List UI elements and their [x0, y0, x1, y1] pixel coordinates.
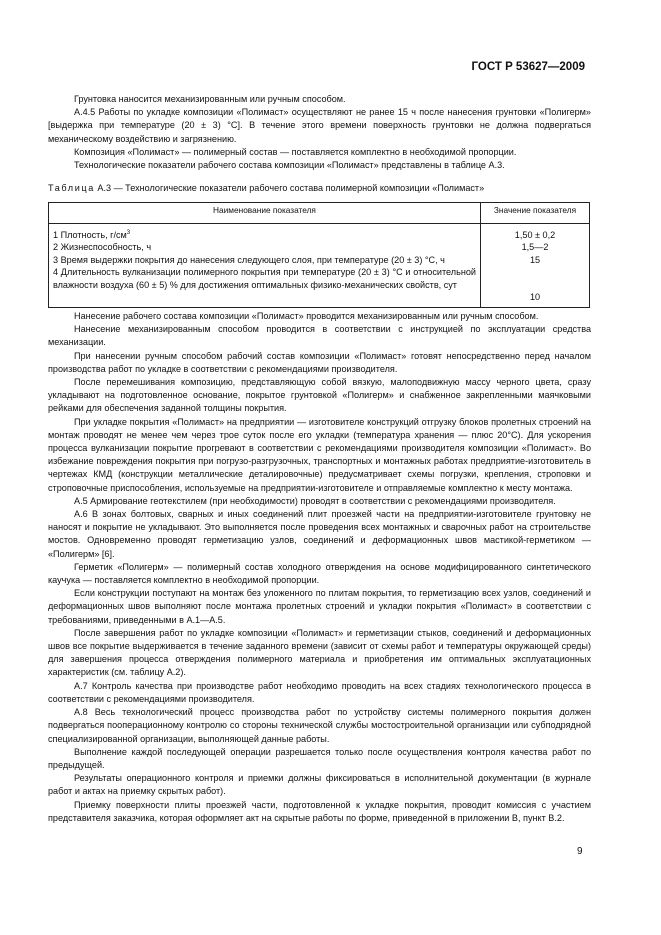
table-caption-text: А.3 — Технологические показатели рабочего состава полимерной композиции «Полимаст»: [97, 183, 485, 193]
column-header-name: Наименование показателя: [49, 203, 481, 224]
paragraph: А.6 В зонах болтовых, сварных и иных соединений плит проезжей части на предприятии-изготовителе грунтовку не наносят и покрытие не укладывают. Это выполняется после проведения всех монтажных и сварочных работ на строительстве мостов. Одновременно проводят герметизацию узлов, соединений и деформационных швов мастикой-герметиком — «Полигерм» [6].: [48, 509, 591, 559]
intro-text: [48, 93, 591, 172]
indicators-table: [48, 202, 590, 308]
paragraph: Технологические показатели рабочего состава композиции «Полимаст» представлены в таблице А.3.: [74, 160, 505, 171]
paragraph: После завершения работ по укладке композиции «Полимаст» и герметизации стыков, соединений и деформационных швов все покрытие выдерживается в течение заданного времени (зависит от схемы работ и температуры окружающей среды) для завершения процесса отверждения полимерного материала и приобретения им оптимальных эксплуатационных характеристик (см. таблицу А.2).: [48, 627, 591, 678]
paragraph: Нанесение рабочего состава композиции «Полимаст» проводится механизированным или ручным способом.: [74, 311, 539, 321]
paragraph: Приемку поверхности плиты проезжей части, подготовленной к укладке покрытия, проводит комиссия с участием представителя заказчика, которая оформляет акт на скрытые работы по форме, приведенной в приложении В, пункт В.2.: [48, 799, 591, 823]
paragraph: Герметик «Полигерм» — полимерный состав холодного отверждения на основе модифицированного синтетического каучука — поставляется комплектно в необходимой пропорции.: [48, 561, 591, 586]
paragraph: Выполнение каждой последующей операции разрешается только после осуществления контроля качества работ по предыдущей.: [48, 746, 591, 770]
indicator-name: 3 Время выдержки покрытия до нанесения следующего слоя, при температуре (20 ± 3) °С, ч: [53, 254, 445, 265]
paragraph: Если конструкции поступают на монтаж без уложенного по плитам покрытия, то герметизацию всех узлов, соединений и деформационных швов выполняют после монтажа пролетных строений и укладки покрытия «Полимаст» в соответствии с требованиями, приведенными в А.1—А.5.: [48, 588, 591, 625]
paragraph: А.8 Весь технологический процесс производства работ по устройству системы полимерного покрытия должен подвергаться пооперационному контролю со стороны технической службы мостостроительной организации или субподрядной специализированной организации, выполняющей данные работы.: [48, 707, 591, 744]
paragraph: Грунтовка наносится механизированным или ручным способом.: [74, 94, 346, 104]
body-text: [48, 310, 591, 825]
table-row: [49, 224, 590, 308]
indicator-value: 10: [529, 292, 541, 303]
indicator-values-cell: [481, 224, 590, 308]
indicator-name: 1 Плотность, $г/см^3$: [53, 229, 131, 240]
paragraph: Результаты операционного контроля и приемки должны фиксироваться в исполнительной документации (в журнале работ и актах на приемку скрытых работ).: [48, 773, 591, 797]
indicator-value: 1,50 ± 0,2: [514, 230, 556, 240]
indicator-names-cell: [49, 224, 481, 308]
paragraph: А.5 Армирование геотекстилем (при необходимости) проводят в соответствии с рекомендациями производителя.: [74, 495, 556, 506]
indicator-name: 2 Жизнеспособность, ч: [53, 242, 152, 253]
indicator-name: 4 Длительность вулканизации полимерного покрытия при температуре (20 ± 3) °С и относительной влажности воздуха (60 ± 5) % для достижения оптимальных физико-механических свойств, сут: [53, 267, 476, 290]
paragraph: А.7 Контроль качества при производстве работ необходимо проводить на всех стадиях технологического процесса в соответствии с рекомендациями производителя.: [48, 680, 591, 704]
table-caption: [48, 182, 608, 194]
paragraph: Нанесение механизированным способом проводится в соответствии с инструкцией по эксплуатации средства механизации.: [48, 324, 591, 348]
paragraph: А.4.5 Работы по укладке композиции «Полимаст» осуществляют не ранее 15 ч после нанесения грунтовки «Полигерм» [выдержка при температуре (20 ± 3) °С]. В течение этого времени поверхность грунтовки не должна подвергаться механическому воздействию и загрязнению.: [48, 107, 591, 144]
indicator-value: 15: [529, 254, 541, 265]
table-header-row: [49, 203, 590, 224]
column-header-value: Значение показателя: [481, 203, 590, 224]
indicator-value: 1,5—2: [521, 242, 549, 253]
paragraph: При нанесении ручным способом рабочий состав композиции «Полимаст» готовят непосредственно перед началом производства работ по укладке в соответствии с рекомендациями производителя.: [48, 350, 591, 374]
document-standard-number: ГОСТ Р 53627—2009: [471, 61, 585, 73]
table-caption-label: Таблица: [48, 183, 95, 193]
paragraph: Композиция «Полимаст» — полимерный состав — поставляется комплектно в необходимой пропорции.: [74, 146, 517, 157]
paragraph: После перемешивания композицию, представляющую собой вязкую, малоподвижную массу черного цвета, сразу укладывают на подготовленное основание, покрытое грунтовкой «Полигерм» и снабженное закрепленными маячковыми рейками для обеспечения заданной толщины покрытия.: [48, 377, 591, 414]
paragraph: При укладке покрытия «Полимаст» на предприятии — изготовителе конструкций отгрузку блоков пролетных строений на монтаж проводят не менее чем через трое суток после его укладки (температура хранения — плюс 20°С). Для ускорения процесса вулканизации покрытие прогревают в соответствии с рекомендациями производителя композиции «Полимаст». Во избежание повреждения покрытия при погрузо-разгрузочных, транспортных и монтажных работах предприятие-изготовитель в чертежах КМД (конструкции металлические деталировочные) предусматривает схемы погрузки, крепления, строповки и строповочные приспособления, используемые на предприятии-изготовителе и отправляемые комплектно к месту монтажа.: [48, 416, 591, 493]
page-number: 9: [577, 846, 583, 857]
